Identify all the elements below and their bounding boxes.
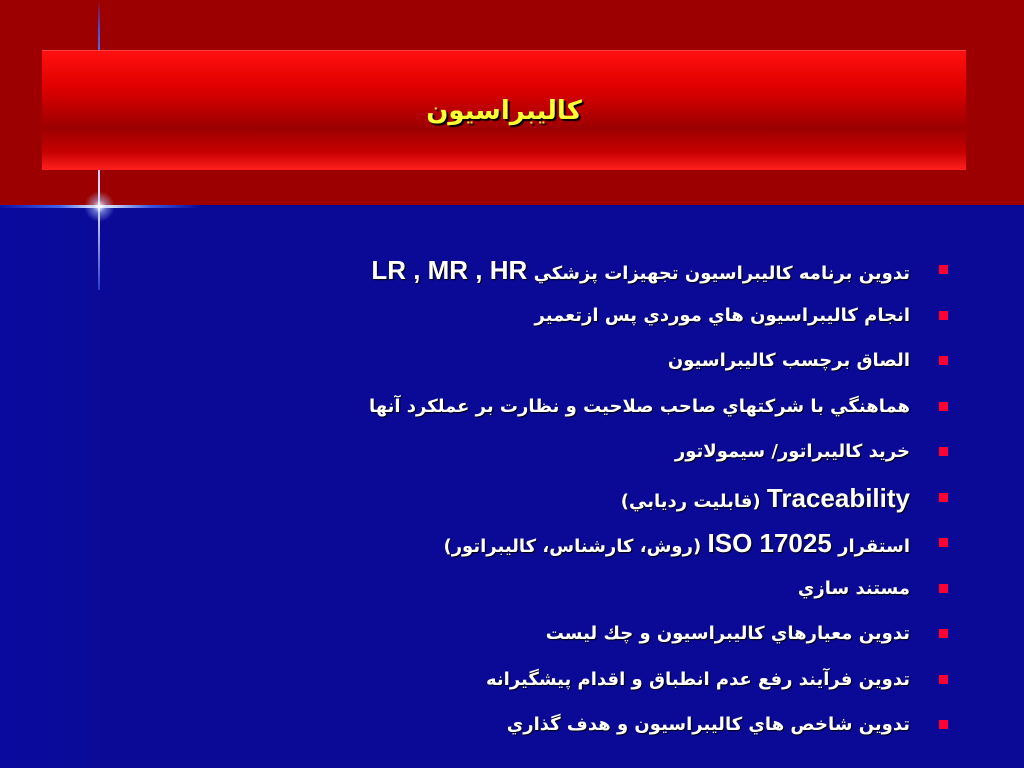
bullet-item [300,250,960,296]
bullet-latin-text: Traceability [766,482,910,513]
slide-title: کاليبراسيون [426,96,582,126]
bullet-marker-icon [939,402,948,411]
bullet-item [300,387,960,433]
bullet-marker-icon [939,356,948,365]
bullet-text: تدوين شاخص هاي کاليبراسيون و هدف گذاري [506,714,910,735]
title-box [42,50,966,170]
bullet-marker-icon [939,265,948,274]
bullet-list [300,250,960,751]
bullet-item [300,569,960,615]
bullet-marker-icon [939,720,948,729]
bullet-text-tail: (قابليت ردیابي) [620,490,761,512]
bullet-text: استقرار [838,536,910,557]
bullet-item [300,523,960,569]
bullet-latin-text: LR , MR , HR [371,255,528,285]
bullet-text: الصاق برچسب کاليبراسيون [667,350,910,371]
bullet-text-tail: (روش، کارشناس، کاليبراتور) [443,536,702,557]
bullet-item [300,432,960,478]
bullet-text: تدوين برنامه کاليبراسيون تجهيزات پزشکي [533,263,910,284]
bullet-item [300,296,960,342]
bullet-text: تدوين معيارهاي کاليبراسيون و چك ليست [545,623,910,644]
bullet-text: خريد کاليبراتور/ سيمولاتور [674,441,910,462]
bullet-marker-icon [939,629,948,638]
sparkle-icon [84,191,115,222]
bullet-marker-icon [939,538,948,547]
bullet-text: هماهنگي با شرکتهاي صاحب صلاحيت و نظارت بر عملکرد آنها [368,395,910,417]
bullet-marker-icon [939,493,948,502]
bullet-item [300,341,960,387]
bullet-text: تدوين فرآيند رفع عدم انطباق و اقدام پيشگيرانه [485,668,910,690]
bullet-marker-icon [939,311,948,320]
bullet-text: مستند سازي [797,577,910,599]
bullet-item [300,478,960,524]
bullet-item [300,705,960,751]
bullet-latin-text: ISO 17025 [707,528,832,558]
left-strip [0,205,100,768]
bullet-item [300,614,960,660]
bullet-text: انجام کاليبراسيون هاي موردي پس ازتعمير [534,304,910,326]
bullet-marker-icon [939,447,948,456]
bullet-item [300,660,960,706]
bullet-marker-icon [939,675,948,684]
bullet-marker-icon [939,584,948,593]
